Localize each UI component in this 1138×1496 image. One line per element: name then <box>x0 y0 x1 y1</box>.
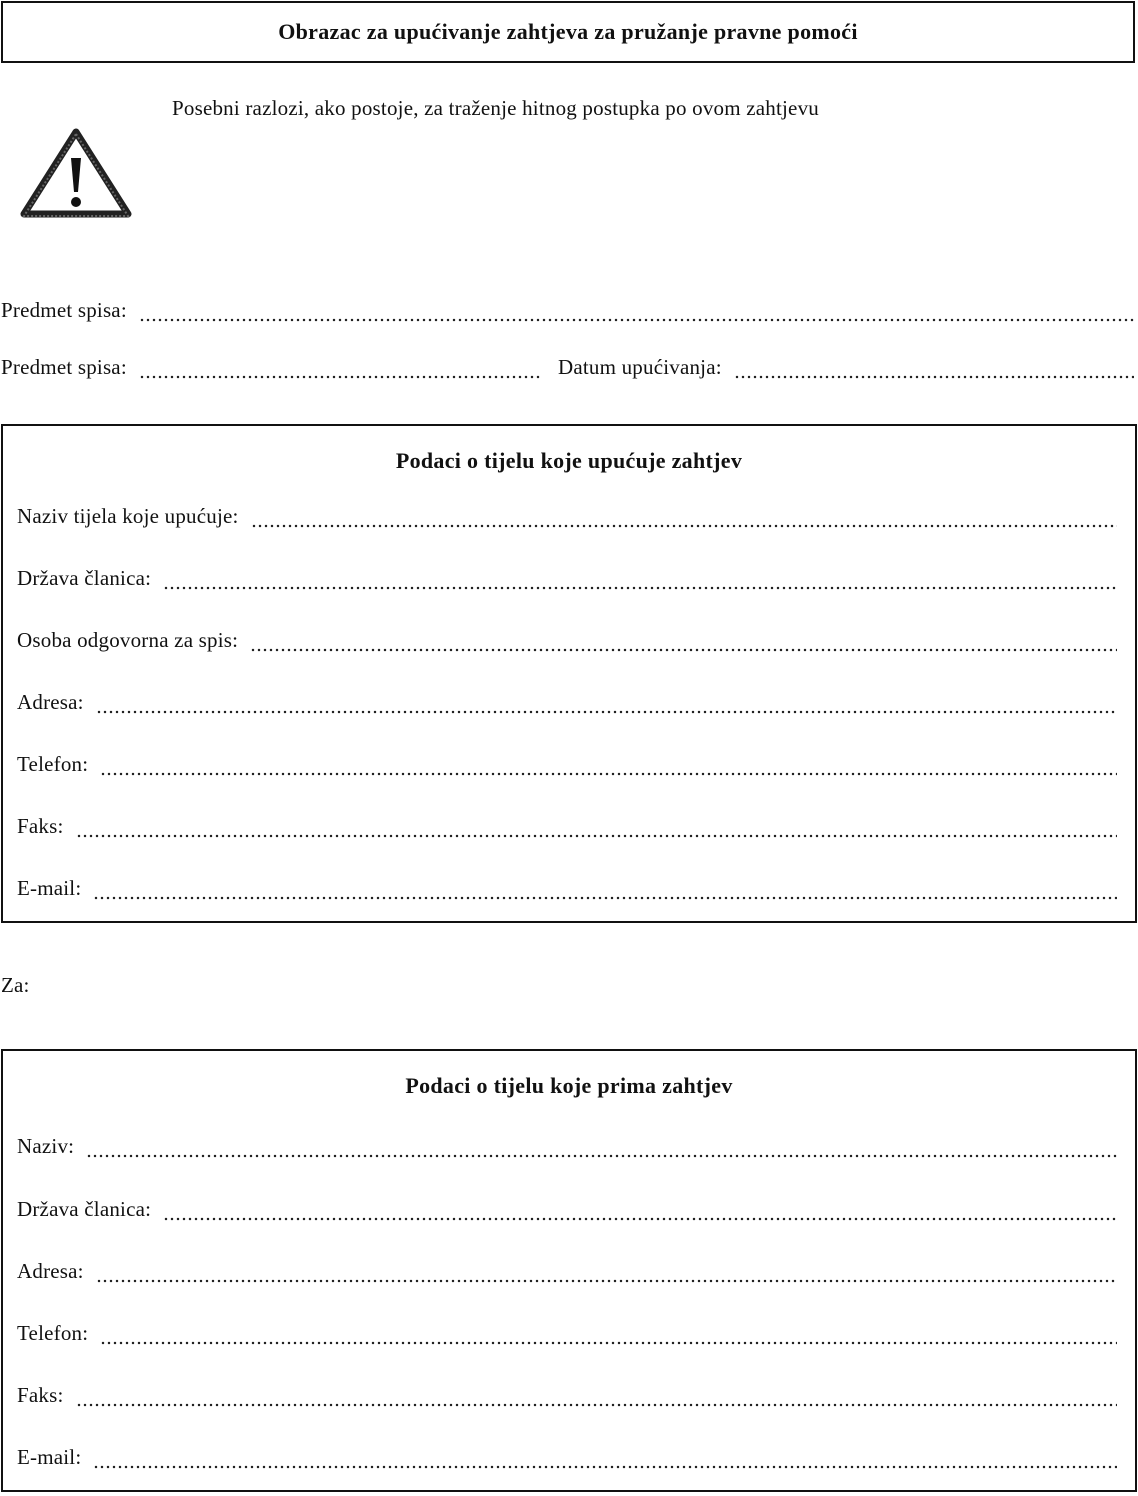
field-label: Adresa: <box>17 690 84 714</box>
recipient-email-field[interactable] <box>17 1445 1117 1475</box>
recipient-section <box>1 1049 1137 1492</box>
field-label: Faks: <box>17 1383 64 1407</box>
case-subject-label: Predmet spisa: <box>1 298 127 322</box>
field-input-line[interactable] <box>93 896 1117 900</box>
sender-phone-field[interactable] <box>17 752 1117 782</box>
referral-date-field[interactable] <box>558 355 1134 385</box>
recipient-phone-field[interactable] <box>17 1321 1117 1351</box>
field-input-line[interactable] <box>86 1154 1117 1158</box>
field-label: E-mail: <box>17 1445 82 1469</box>
field-label: E-mail: <box>17 876 82 900</box>
case-subject-input-line[interactable] <box>139 318 1134 322</box>
to-label: Za: <box>1 973 30 997</box>
field-label: Naziv tijela koje upućuje: <box>17 504 239 528</box>
field-input-line[interactable] <box>96 710 1117 714</box>
recipient-heading: Podaci o tijelu koje prima zahtjev <box>405 1073 733 1098</box>
sender-section <box>1 424 1137 923</box>
field-label: Država članica: <box>17 566 152 590</box>
field-input-line[interactable] <box>76 834 1117 838</box>
case-subject-field-2[interactable] <box>1 355 541 385</box>
field-label: Država članica: <box>17 1197 152 1221</box>
sender-fax-field[interactable] <box>17 814 1117 844</box>
recipient-fax-field[interactable] <box>17 1383 1117 1413</box>
recipient-name-field[interactable] <box>17 1134 1117 1164</box>
field-label: Naziv: <box>17 1134 75 1158</box>
sender-email-field[interactable] <box>17 876 1117 906</box>
recipient-member-state-field[interactable] <box>17 1197 1117 1227</box>
field-label: Adresa: <box>17 1259 84 1283</box>
field-input-line[interactable] <box>250 648 1117 652</box>
field-label: Faks: <box>17 814 64 838</box>
field-input-line[interactable] <box>163 586 1117 590</box>
sender-heading: Podaci o tijelu koje upućuje zahtjev <box>395 448 743 473</box>
case-subject-field-1[interactable] <box>1 298 1134 328</box>
form-title: Obrazac za upućivanje zahtjeva za pružanje pravne pomoći <box>1 1 1135 63</box>
sender-responsible-person-field[interactable] <box>17 628 1117 658</box>
field-input-line[interactable] <box>76 1403 1117 1407</box>
field-input-line[interactable] <box>163 1217 1117 1221</box>
field-label: Telefon: <box>17 752 89 776</box>
case-subject-label: Predmet spisa: <box>1 355 127 379</box>
case-subject-input-line[interactable] <box>139 375 541 379</box>
field-input-line[interactable] <box>251 524 1117 528</box>
warning-triangle-icon <box>20 128 132 220</box>
field-input-line[interactable] <box>96 1279 1117 1283</box>
sender-name-field[interactable] <box>17 504 1117 534</box>
field-input-line[interactable] <box>100 772 1117 776</box>
field-input-line[interactable] <box>100 1341 1117 1345</box>
sender-address-field[interactable] <box>17 690 1117 720</box>
referral-date-input-line[interactable] <box>734 375 1134 379</box>
sender-member-state-field[interactable] <box>17 566 1117 596</box>
field-label: Telefon: <box>17 1321 89 1345</box>
field-input-line[interactable] <box>93 1465 1117 1469</box>
field-label: Osoba odgovorna za spis: <box>17 628 239 652</box>
referral-date-label: Datum upućivanja: <box>558 355 722 379</box>
urgent-reasons-label: Posebni razlozi, ako postoje, za traženje hitnog postupka po ovom zahtjevu <box>172 96 819 120</box>
recipient-address-field[interactable] <box>17 1259 1117 1289</box>
